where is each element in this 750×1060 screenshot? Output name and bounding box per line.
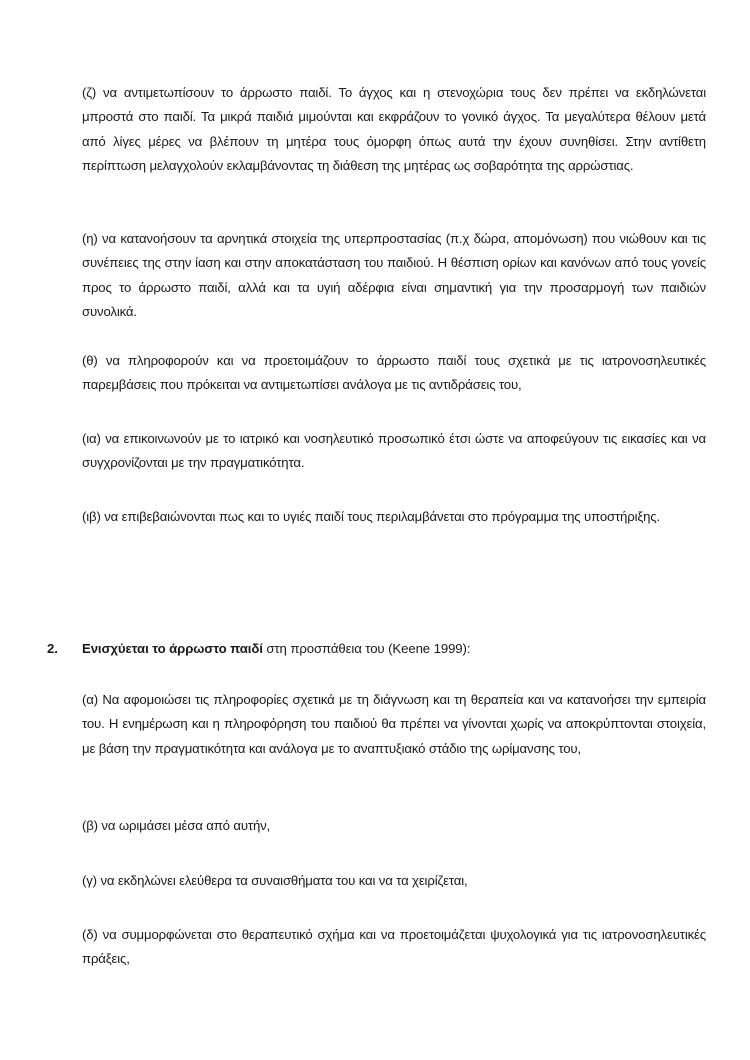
- section-2-heading: [47, 638, 470, 660]
- paragraph-alpha: (α) Να αφομοιώσει τις πληροφορίες σχετικά με τη διάγνωση και τη θεραπεία και να κατανοήσει την εμπειρία του. Η ενημέρωση και η πληροφόρηση του παιδιού θα πρέπει να γίνονται χωρίς να αποκρύπτονται στοιχεία, με βάση την πραγματικότητα και ανάλογα με το αναπτυξιακό στάδιο της ωρίμανσης του,: [82, 692, 706, 756]
- paragraph-gamma: (γ) να εκδηλώνει ελεύθερα τα συναισθήματα του και να τα χειρίζεται,: [82, 873, 468, 888]
- paragraph-beta: (β) να ωριμάσει μέσα από αυτήν,: [82, 818, 271, 833]
- paragraph-iota-alpha: (ια) να επικοινωνούν με το ιατρικό και νοσηλευτικό προσωπικό έτσι ώστε να αποφεύγουν τις εικασίες και να συγχρονίζονται με την πραγματικότητα.: [82, 431, 706, 471]
- section-number: 2.: [47, 641, 58, 656]
- paragraph-iota-beta: (ιβ) να επιβεβαιώνονται πως και το υγιές παιδί τους περιλαμβάνεται στο πρόγραμμα της υποστήριξης.: [82, 509, 661, 524]
- section-heading-rest: στη προσπάθεια του (Keene 1999):: [262, 641, 471, 656]
- paragraph-eta: (η) να κατανοήσουν τα αρνητικά στοιχεία της υπερπροστασίας (π.χ δώρα, απομόνωση) που νιώθουν και τις συνέπειες της στην ίαση και στην αποκατάσταση του παιδιού. Η θέσπιση ορίων και κανόνων από τους γονείς προς το άρρωστο παιδί, αλλά και τα υγιή αδέρφια είναι σημαντική για την προσαρμογή των παιδιών συνολικά.: [82, 231, 706, 319]
- paragraph-theta: (θ) να πληροφορούν και να προετοιμάζουν το άρρωστο παιδί τους σχετικά με τις ιατρονοσηλευτικές παρεμβάσεις που πρόκειται να αντιμετωπίσει ανάλογα με τις αντιδράσεις του,: [82, 353, 706, 393]
- paragraph-delta: (δ) να συμμορφώνεται στο θεραπευτικό σχήμα και να προετοιμάζεται ψυχολογικά για τις ιατρονοσηλευτικές πράξεις,: [82, 927, 706, 967]
- section-heading-bold: Ενισχύεται το άρρωστο παιδί: [82, 641, 263, 656]
- paragraph-zeta: (ζ) να αντιμετωπίσουν το άρρωστο παιδί. Το άγχος και η στενοχώρια τους δεν πρέπει να εκδηλώνεται μπροστά στο παιδί. Τα μικρά παιδιά μιμούνται και εκφράζουν το γονικό άγχος. Τα μεγαλύτερα θέλουν μετά από λίγες μέρες να βλέπουν τη μητέρα τους όμορφη όπως αυτά την έχουν συνηθίσει. Στην αντίθετη περίπτωση μελαγχολούν εκλαμβάνοντας τη διάθεση της μητέρας ως σοβαρότητα της αρρώστιας.: [82, 85, 706, 173]
